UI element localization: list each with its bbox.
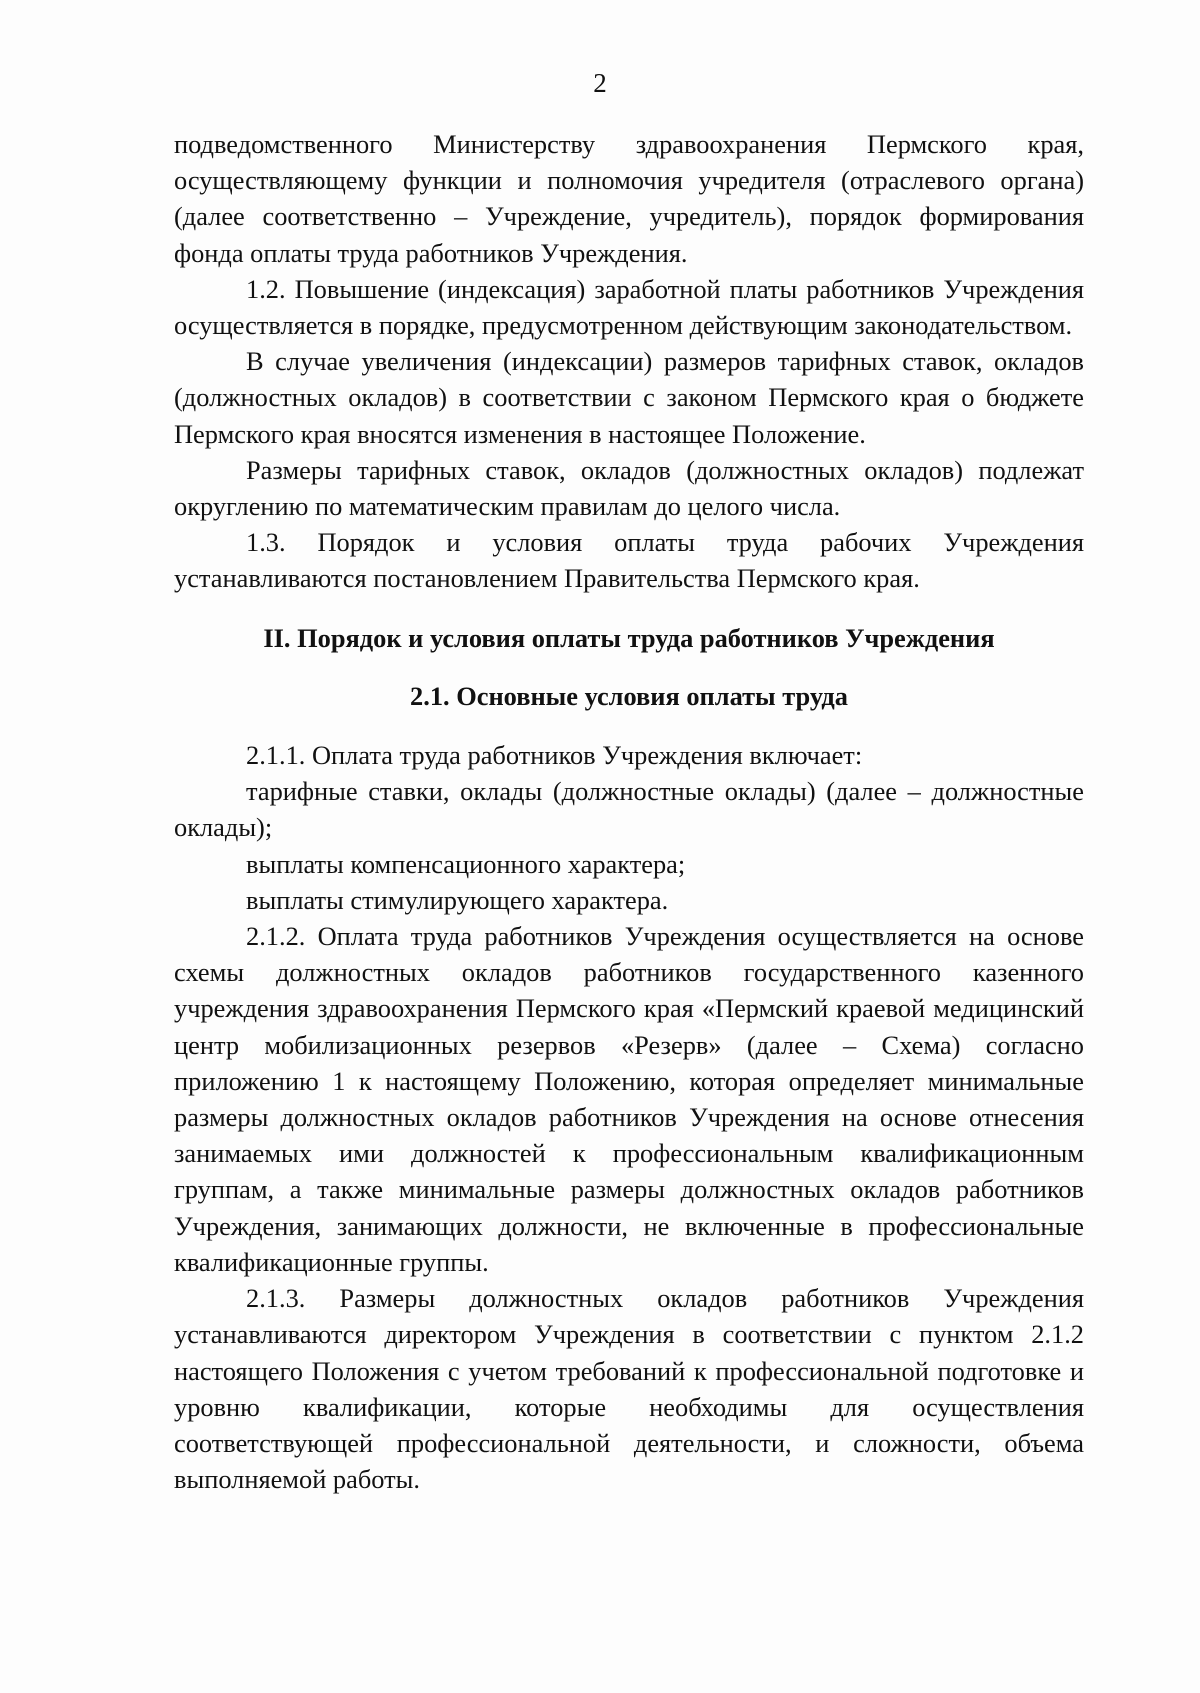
paragraph-2-1-3: 2.1.3. Размеры должностных окладов работников Учреждения устанавливаются директором Учреждения в соответствии с пунктом 2.1.2 настоящего Положения с учетом требований к профессиональной подготовке и уровню квалификации, которые необходимы для осуществления соответствующей профессиональной деятельности, и сложности, объема выполняемой работы. xyxy=(174,1283,1084,1495)
list-item-salaries: тарифные ставки, оклады (должностные оклады) (далее – должностные оклады); xyxy=(174,776,1084,843)
paragraph-1-2: 1.2. Повышение (индексация) заработной платы работников Учреждения осуществляется в порядке, предусмотренном действующим законодательством. xyxy=(174,273,1084,341)
page-number: 2 xyxy=(593,68,607,98)
paragraph-1-3: 1.3. Порядок и условия оплаты труда рабочих Учреждения устанавливаются постановлением Правительства Пермского края. xyxy=(174,527,1084,594)
document-body xyxy=(174,126,1084,1497)
section-heading: II. Порядок и условия оплаты труда работников Учреждения xyxy=(263,622,995,653)
list-item-incentive: выплаты стимулирующего характера. xyxy=(246,884,669,915)
subsection-heading: 2.1. Основные условия оплаты труда xyxy=(410,680,848,711)
list-item-compensation: выплаты компенсационного характера; xyxy=(246,848,686,879)
paragraph-continuation: подведомственного Министерству здравоохранения Пермского края, осуществляющему функции и полномочия учредителя (отраслевого органа) (далее соответственно – Учреждение, учредитель), порядок формирования фонда оплаты труда работников Учреждения. xyxy=(174,129,1084,268)
paragraph-rounding: Размеры тарифных ставок, окладов (должностных окладов) подлежат округлению по математическим правилам до целого числа. xyxy=(174,454,1084,522)
paragraph-indexation: В случае увеличения (индексации) размеров тарифных ставок, окладов (должностных окладов) в соответствии с законом Пермского края о бюджете Пермского края вносятся изменения в настоящее Положение. xyxy=(174,346,1084,449)
paragraph-2-1-1: 2.1.1. Оплата труда работников Учреждения включает: xyxy=(246,740,863,771)
paragraph-2-1-2: 2.1.2. Оплата труда работников Учреждения осуществляется на основе схемы должностных окладов работников государственного казенного учреждения здравоохранения Пермского края «Пермский краевой медицинский центр мобилизационных резервов «Резерв» (далее – Схема) согласно приложению 1 к настоящему Положению, которая определяет минимальные размеры должностных окладов работников Учреждения на основе отнесения занимаемых ими должностей к профессиональным квалификационным группам, а также минимальные размеры должностных окладов работников Учреждения, занимающих должности, не включенные в профессиональные квалификационные группы. xyxy=(174,921,1084,1277)
